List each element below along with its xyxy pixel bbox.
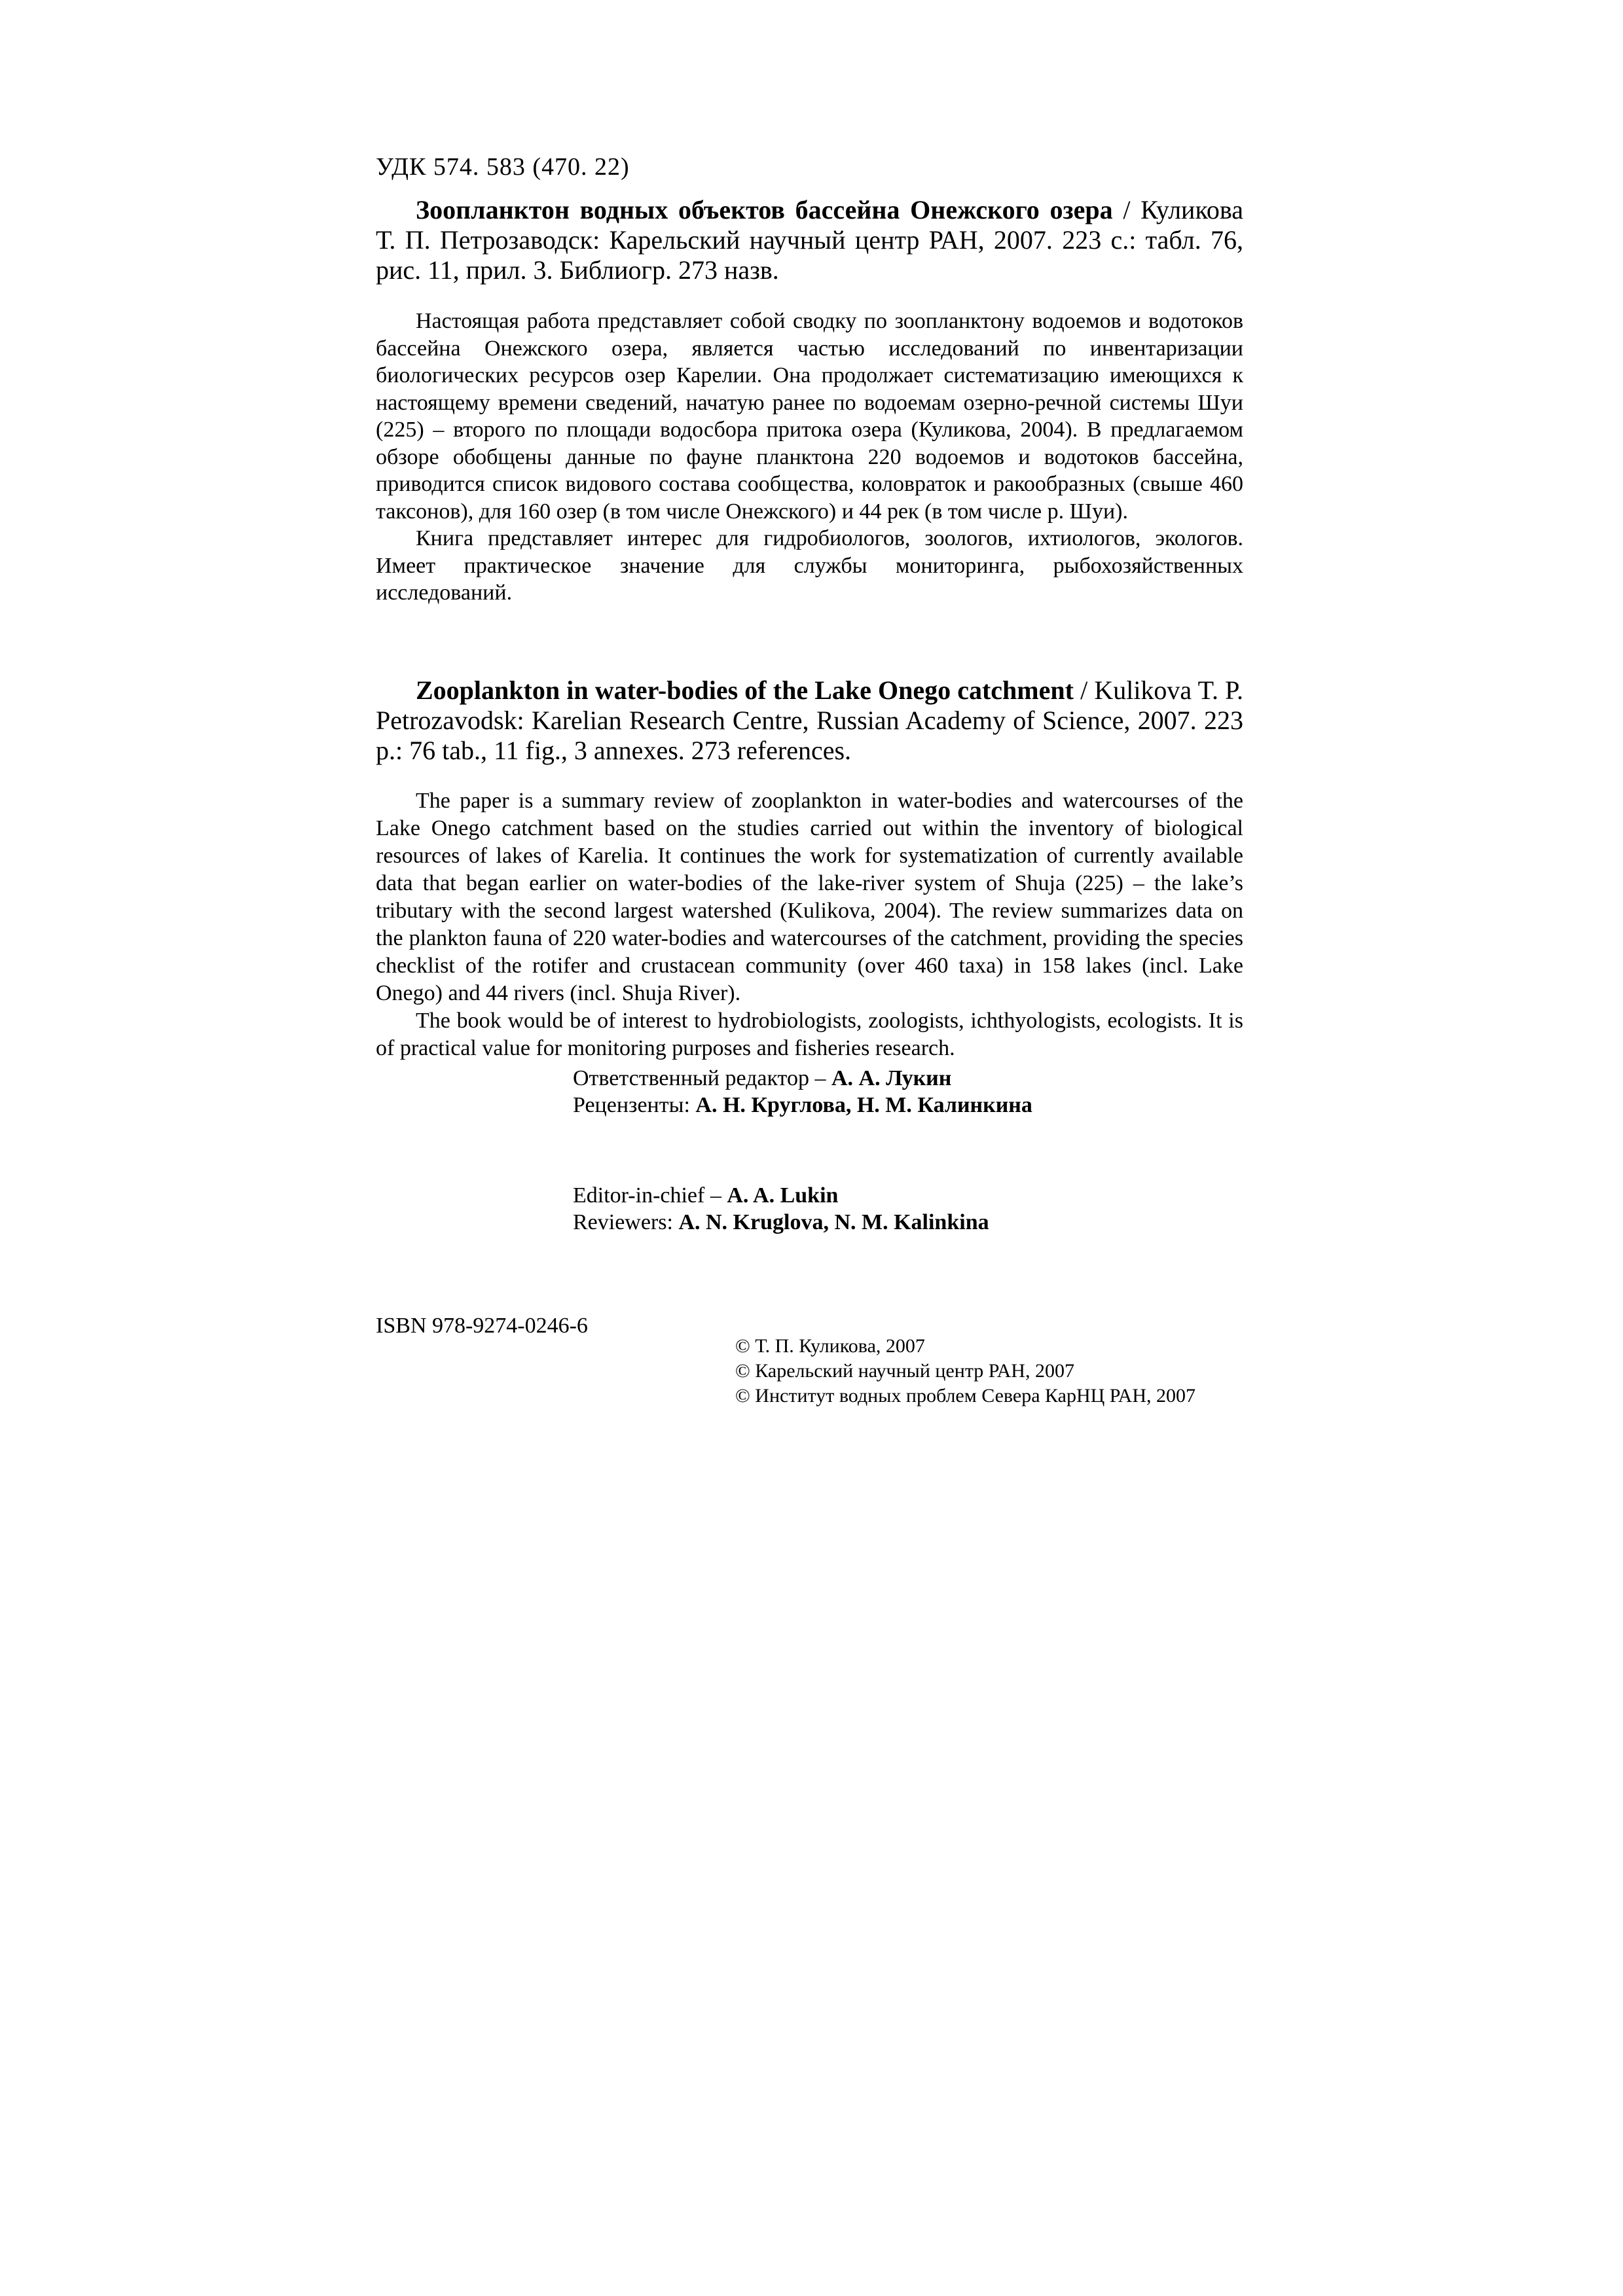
book-title-ru: Зоопланктон водных объектов бассейна Онежского озера — [416, 195, 1113, 224]
editor-line-en — [573, 1182, 1228, 1209]
udk-code: УДК 574. 583 (470. 22) — [376, 153, 630, 181]
bibliographic-record-ru — [376, 195, 1243, 285]
abstract-ru-paragraph-2: Книга представляет интерес для гидробиологов, зоологов, ихтиологов, экологов. Имеет практическое значение для службы мониторинга, рыбохозяйственных исследований. — [376, 526, 1243, 605]
abstract-ru — [376, 308, 1243, 607]
copyright-line: © Т. П. Куликова, 2007 — [735, 1335, 925, 1357]
reviewers-names-en: A. N. Kruglova, N. M. Kalinkina — [678, 1210, 989, 1234]
copyright-line: © Институт водных проблем Севера КарНЦ РАН, 2007 — [735, 1385, 1195, 1407]
abstract-en — [376, 787, 1243, 1062]
copyright-block — [735, 1334, 1195, 1408]
reviewers-label-en: Reviewers: — [573, 1210, 679, 1234]
editor-name-ru: А. А. Лукин — [831, 1066, 952, 1090]
book-title-en: Zooplankton in water-bodies of the Lake Onego catchment — [416, 675, 1074, 705]
reviewers-label-ru: Рецензенты: — [573, 1093, 696, 1117]
citation-ru: / Куликова Т. П. Петрозаводск: Карельский научный центр РАН, 2007. 223 с.: табл. 76, рис. 11, прил. 3. Библиогр. 273 назв. — [376, 195, 1243, 285]
isbn: ISBN 978-9274-0246-6 — [376, 1314, 588, 1338]
editor-label-ru: Ответственный редактор – — [573, 1066, 831, 1090]
bibliographic-record-en — [376, 675, 1243, 766]
abstract-en-paragraph-2: The book would be of interest to hydrobiologists, zoologists, ichthyologists, ecologists. It is of practical value for monitoring purposes and fisheries research. — [376, 1009, 1243, 1060]
credits-en — [573, 1182, 1228, 1236]
credits-ru — [573, 1065, 1228, 1119]
editor-line-ru — [573, 1065, 1228, 1092]
editor-label-en: Editor-in-chief – — [573, 1183, 727, 1208]
reviewers-line-ru — [573, 1092, 1228, 1119]
abstract-en-paragraph-1: The paper is a summary review of zooplankton in water-bodies and watercourses of the Lake Onego catchment based on the studies carried out within the inventory of biological resources of lakes of Karelia. It continues the work for systematization of currently available data that began earlier on water-bodies of the lake-river system of Shuja (225) – the lake’s tributary with the second largest watershed (Kulikova, 2004). The review summarizes data on the plankton fauna of 220 water-bodies and watercourses of the catchment, providing the species checklist of the rotifer and crustacean community (over 460 taxa) in 158 lakes (incl. Lake Onego) and 44 rivers (incl. Shuja River). — [376, 789, 1243, 1005]
editor-name-en: A. A. Lukin — [727, 1183, 839, 1208]
reviewers-line-en — [573, 1209, 1228, 1236]
abstract-ru-paragraph-1: Настоящая работа представляет собой сводку по зоопланктону водоемов и водотоков бассейна Онежского озера, является частью исследований по инвентаризации биологических ресурсов озер Карелии. Она продолжает систематизацию имеющихся к настоящему времени сведений, начатую ранее по водоемам озерно-речной системы Шуи (225) – второго по площади водосбора притока озера (Куликова, 2004). В предлагаемом обзоре обобщены данные по фауне планктона 220 водоемов и водотоков бассейна, приводится список видового состава сообщества, коловраток и ракообразных (свыше 460 таксонов), для 160 озер (в том числе Онежского) и 44 рек (в том числе р. Шуи). — [376, 309, 1243, 524]
citation-en: / Kulikova T. P. Petrozavodsk: Karelian Research Centre, Russian Academy of Science, 2007. 223 p.: 76 tab., 11 fig., 3 annexes. 273 references. — [376, 675, 1243, 765]
reviewers-names-ru: А. Н. Круглова, Н. М. Калинкина — [695, 1093, 1032, 1117]
copyright-line: © Карельский научный центр РАН, 2007 — [735, 1360, 1074, 1382]
